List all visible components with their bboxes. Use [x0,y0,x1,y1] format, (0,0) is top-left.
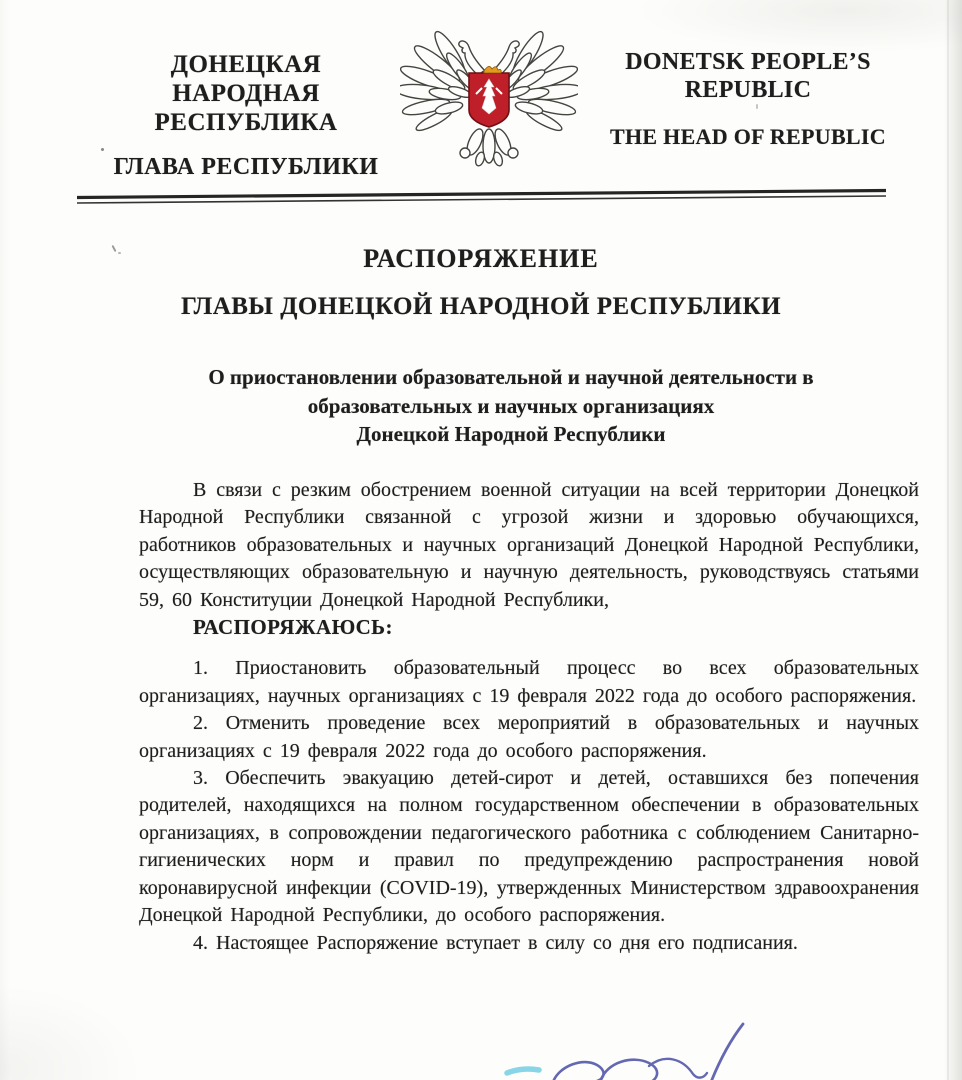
scan-edge-line [947,0,949,1080]
office-name-en: THE HEAD OF REPUBLIC [610,124,886,149]
coat-of-arms-eagle-icon [400,22,578,170]
shield-archangel-icon [469,66,509,127]
document-title-block [0,244,962,321]
order-heading: РАСПОРЯЖАЮСЬ: [193,615,393,640]
scan-speck [756,104,758,109]
org-name-en-line2: REPUBLIC [684,77,812,103]
order-item-2: 2. Отменить проведение всех мероприятий в образовательных и научных организациях с 19 февраля 2022 года до особого распоряжения. [139,712,919,762]
doc-subject [101,363,921,449]
doc-subject-line1: О приостановлении образовательной и научной деятельности в [208,365,814,389]
header-right-english [598,48,898,150]
doc-type-title: РАСПОРЯЖЕНИЕ [363,244,599,273]
header-left-russian [96,50,396,181]
scan-speck [101,148,104,151]
order-item-3: 3. Обеспечить эвакуацию детей-сирот и детей, оставшихся без попечения родителей, находящихся на полном государственном обеспечении в образовательных организациях, в сопровождении педагогического работника с соблюдением Санитарно-гигиенических норм и правил по предупреждению распространения новой коронавирусной инфекции (COVID-19), утвержденных Министерством здравоохранения Донецкой Народной Республики, до особого распоряжения. [139,767,919,927]
doc-authority-title: ГЛАВЫ ДОНЕЦКОЙ НАРОДНОЙ РЕСПУБЛИКИ [180,293,782,320]
office-name-ru: ГЛАВА РЕСПУБЛИКИ [113,154,379,180]
doc-subject-line3: Донецкой Народной Республики [356,422,666,446]
order-item-4: 4. Настоящее Распоряжение вступает в силу со дня его подписания. [193,931,798,954]
org-name-ru-line2: РЕСПУБЛИКА [154,109,338,136]
org-name-en-line1: DONETSK PEOPLE’S [625,49,871,75]
org-name-ru-line1: ДОНЕЦКАЯ НАРОДНАЯ [170,51,322,107]
scan-speck [118,252,121,254]
order-item-1: 1. Приостановить образовательный процесс во всех образовательных организациях, научных организациях с 19 февраля 2022 года до особого распоряжения. [139,657,919,707]
preamble-paragraph: В связи с резким обострением военной ситуации на всей территории Донецкой Народной Республики связанной с угрозой жизни и здоровью обучающихся, работников образовательных и научных организаций Донецкой Народной Республики, осуществляющих образовательную и научную деятельность, руководствуясь статьями 59, 60 Конституции Донецкой Народной Республики, [139,479,919,611]
header-divider-rule [0,183,962,209]
doc-subject-line2: образовательных и научных организациях [307,393,715,418]
handwritten-signature [495,1016,905,1080]
doc-body [139,477,919,957]
